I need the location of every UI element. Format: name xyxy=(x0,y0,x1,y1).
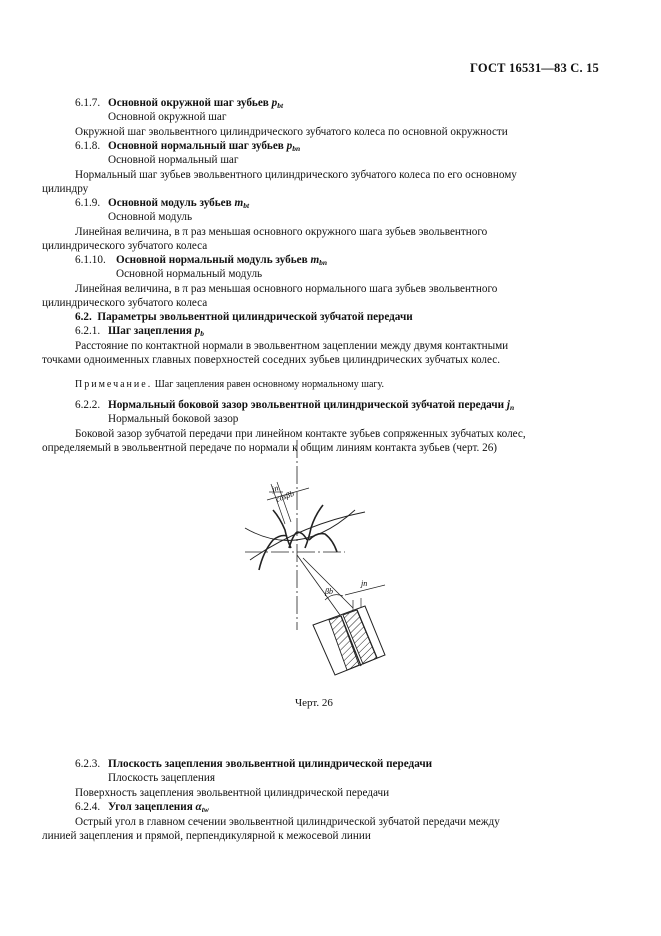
section-6-2-1-definition-line2: точками одноименных главных поверхностей соседних зубьев цилиндрических зубчатых колес. xyxy=(42,354,501,366)
section-6-1-7-heading: 6.1.7. Основной окружной шаг зубьев $p_{bt}$ xyxy=(75,97,284,110)
section-6-2-2-term: Нормальный боковой зазор xyxy=(108,413,239,425)
section-6-2-1-definition-line1: Расстояние по контактной нормали в эвольвентном зацеплении между двумя контактными xyxy=(75,340,509,352)
section-6-2-3-term: Плоскость зацепления xyxy=(108,772,215,784)
section-6-1-7-definition: Окружной шаг эвольвентного цилиндрического зубчатого колеса по основной окружности xyxy=(75,126,508,138)
note: Примечание. Шаг зацепления равен основному нормальному шагу. xyxy=(75,379,384,390)
section-6-2-2-definition-line2: определяемый в эвольвентной передаче по нормали к общим линиям контакта зубьев (черт. 26) xyxy=(42,442,498,454)
label-jn-top: jn xyxy=(270,483,280,494)
section-6-2-heading: 6.2. Параметры эвольвентной цилиндрической зубчатой передачи xyxy=(75,311,413,323)
section-6-2-4-definition-line1: Острый угол в главном сечении эвольвентной цилиндрической зубчатой передачи между xyxy=(75,816,500,828)
section-6-2-2-definition-line1: Боковой зазор зубчатой передачи при линейном контакте зубьев сопряженных зубчатых колес, xyxy=(75,428,526,440)
section-6-1-8-definition-line1: Нормальный шаг зубьев эвольвентного цилиндрического зубчатого колеса по его основному xyxy=(75,169,517,181)
section-6-1-9-heading: 6.1.9. Основной модуль зубьев $m_{bt}$ xyxy=(75,197,250,210)
section-6-2-2-heading: 6.2.2. Нормальный боковой зазор эвольвентной цилиндрической зубчатой передачи $j_n$ xyxy=(75,399,515,412)
section-6-1-10-definition-line1: Линейная величина, в π раз меньшая основного нормального шага зубьев эвольвентного xyxy=(75,283,498,295)
section-6-1-9-definition-line1: Линейная величина, в π раз меньшая основного окружного шага зубьев эвольвентного xyxy=(75,226,488,238)
section-6-2-3-definition: Поверхность зацепления эвольвентной цилиндрической передачи xyxy=(75,787,390,799)
page-header: ГОСТ 16531—83 С. 15 xyxy=(470,61,599,75)
section-6-1-8-heading: 6.1.8. Основной нормальный шаг зубьев $p_{bn}$ xyxy=(75,140,301,153)
section-6-1-9-definition-line2: цилиндрического зубчатого колеса xyxy=(42,240,208,252)
section-6-1-8-definition-line2: цилиндру xyxy=(42,183,89,195)
section-6-1-10-definition-line2: цилиндрического зубчатого колеса xyxy=(42,297,208,309)
section-6-1-7-term: Основной окружной шаг xyxy=(108,111,227,123)
section-6-2-1-heading: 6.2.1. Шаг зацепления $p_b$ xyxy=(75,325,205,338)
section-6-1-9-term: Основной модуль xyxy=(108,211,193,223)
section-6-2-3-heading: 6.2.3. Плоскость зацепления эвольвентной цилиндрической передачи xyxy=(75,758,433,770)
label-cos-beta: cosβb xyxy=(274,489,296,504)
figure-26-drawing xyxy=(225,440,425,690)
label-jn-right: jn xyxy=(361,579,368,588)
section-6-1-10-term: Основной нормальный модуль xyxy=(116,268,263,280)
section-6-1-8-term: Основной нормальный шаг xyxy=(108,154,239,166)
section-6-2-4-heading: 6.2.4. Угол зацепления $\alpha_{tw}$ xyxy=(75,801,209,814)
figure-caption: Черт. 26 xyxy=(295,697,333,709)
label-beta-b: βb xyxy=(325,587,333,596)
section-6-2-4-definition-line2: линией зацепления и прямой, перпендикулярной к межосевой линии xyxy=(42,830,371,842)
section-6-1-10-heading: 6.1.10. Основной нормальный модуль зубьев $m_{bn}$ xyxy=(75,254,328,267)
